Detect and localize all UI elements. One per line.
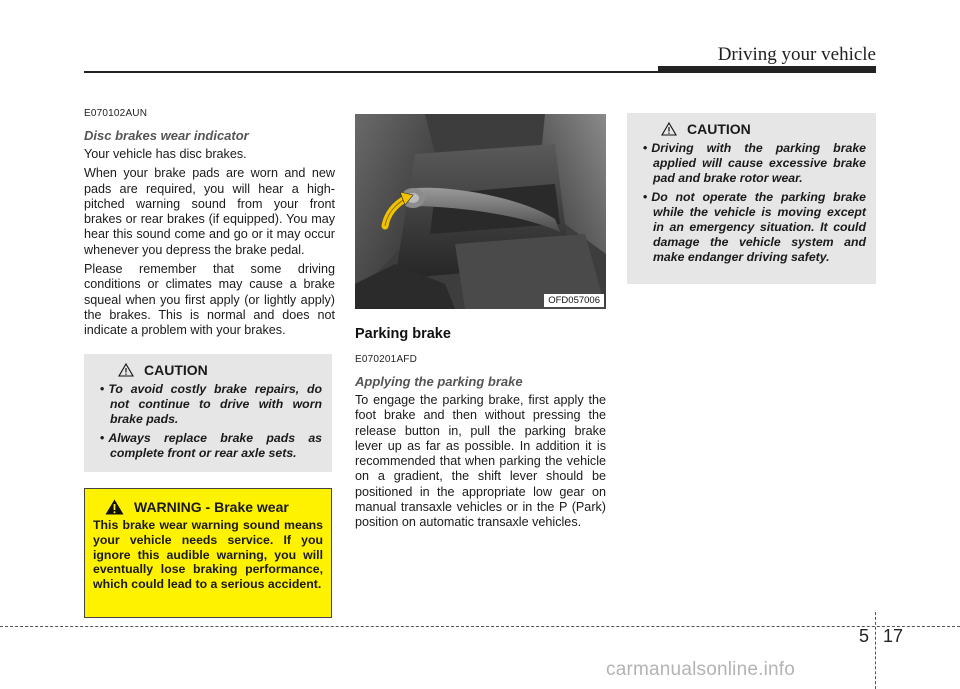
warning-label: WARNING - Brake wear: [134, 499, 289, 515]
warning-triangle-icon: [661, 122, 677, 136]
paragraph: When your brake pads are worn and new pads are required, you will hear a high-pitched warning sound from your front brakes or rear brakes (if equipped). You may hear this sound come and go or it may occur whenever you depress the brake pedal.: [84, 166, 335, 257]
caution-label: CAUTION: [687, 121, 751, 137]
paragraph: Please remember that some driving conditions or climates may cause a brake squeal when you first apply (or lightly apply) the brakes. This is normal and does not indicate a problem with your brakes.: [84, 262, 335, 338]
page-number: 17: [883, 626, 904, 646]
header-title: Driving your vehicle: [717, 44, 876, 65]
header-rule: [84, 71, 660, 73]
section-code: E070201AFD: [355, 354, 418, 365]
figure-code: OFD057006: [544, 294, 604, 307]
warning-header: [105, 499, 323, 515]
middle-column: [355, 316, 606, 535]
caution-box-parking-brake: [627, 113, 876, 284]
footer-divider: [875, 612, 876, 689]
section-code: E070102AUN: [84, 108, 148, 119]
chapter-number: 5: [859, 626, 870, 646]
paragraph: Your vehicle has disc brakes.: [84, 147, 247, 161]
footer-rule: [0, 626, 960, 627]
watermark: carmanualsonline.info: [606, 659, 796, 680]
caution-item: • Always replace brake pads as complete front or rear axle sets.: [100, 431, 322, 461]
section-title-parking-brake: Parking brake: [355, 326, 451, 342]
parking-brake-illustration: [355, 114, 606, 309]
subheading-applying: Applying the parking brake: [355, 374, 523, 389]
caution-box-brakes: [84, 354, 332, 472]
caution-header: [661, 121, 866, 137]
caution-item: • Do not operate the parking brake while the vehicle is moving except in an emergency situation. It could damage the vehicle system and make endanger driving safety.: [643, 190, 866, 264]
caution-item: • To avoid costly brake repairs, do not continue to drive with worn brake pads.: [100, 382, 322, 426]
caution-label: CAUTION: [144, 362, 208, 378]
header-rule-accent: [658, 66, 876, 73]
subheading-disc-brakes: Disc brakes wear indicator: [84, 128, 249, 143]
caution-header: [118, 362, 322, 378]
left-column: [84, 108, 335, 343]
warning-box-brake-wear: [84, 488, 332, 618]
paragraph: To engage the parking brake, first apply the foot brake and then without pressing the release button in, pull the parking brake lever up as far as possible. In addition it is recommended that when parking the vehicle on a gradient, the shift lever should be positioned in the appropriate low gear on manual transaxle vehicles or in the P (Park) position on automatic transaxle vehicles.: [355, 393, 606, 530]
caution-item: • Driving with the parking brake applied will cause excessive brake pad and brake rotor wear.: [643, 141, 866, 185]
warning-triangle-icon: [118, 363, 134, 377]
warning-triangle-filled-icon: [105, 499, 124, 515]
parking-brake-figure: [355, 114, 606, 309]
warning-text: This brake wear warning sound means your vehicle needs service. If you ignore this audible warning, you will eventually lose braking performance, which could lead to a serious accident.: [93, 518, 323, 592]
